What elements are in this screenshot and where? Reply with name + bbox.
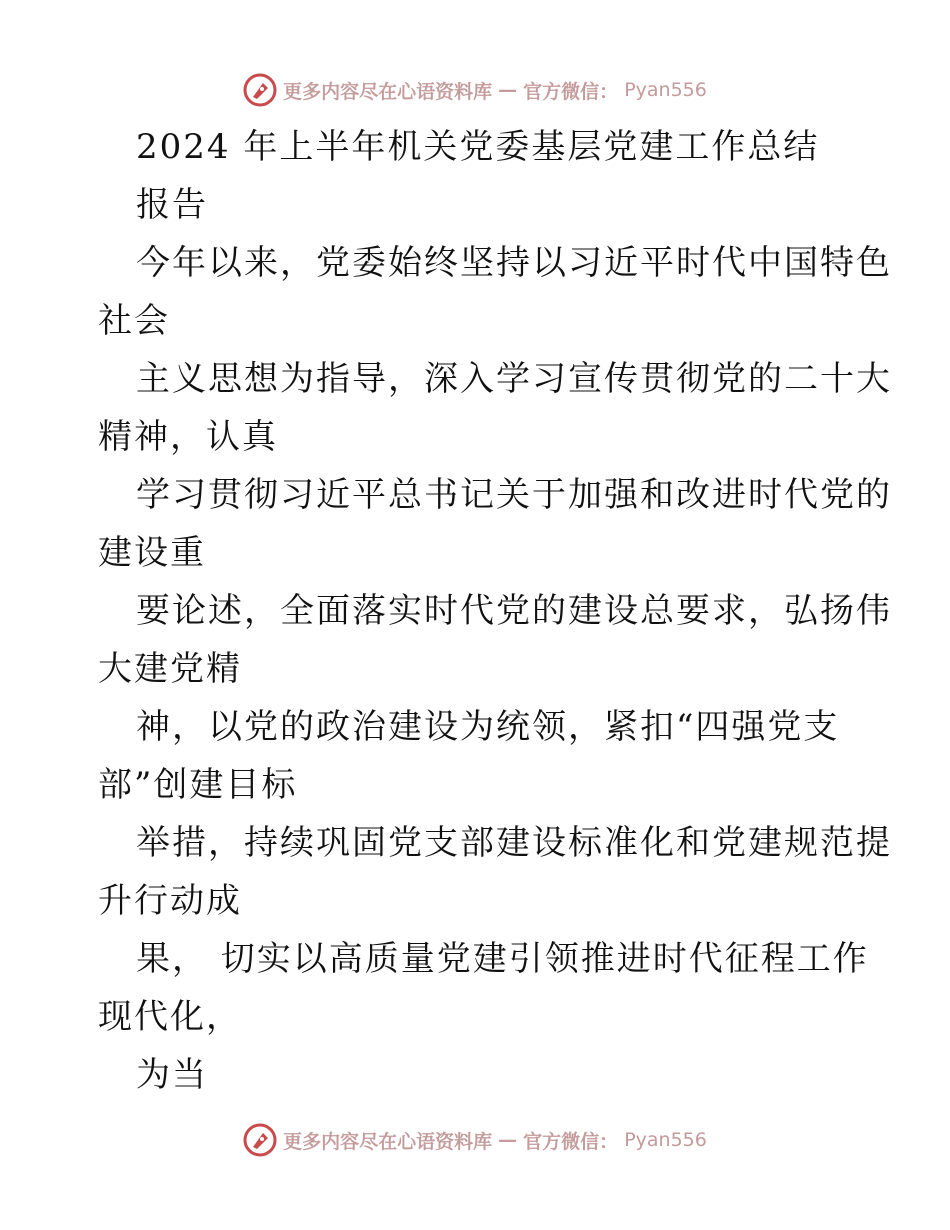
watermark-site-text: 更多内容尽在心语资料库 [283, 80, 493, 103]
paragraph-line: 建设重 [98, 533, 206, 573]
watermark-dash: — [498, 1129, 518, 1151]
paragraph-line: 要论述，全面落实时代党的建设总要求，弘扬伟 [136, 591, 892, 631]
watermark-wechat-label: 官方微信： [523, 1130, 619, 1153]
paragraph-line: 学习贯彻习近平总书记关于加强和改进时代党的 [136, 475, 892, 515]
paragraph-line: 为当 [136, 1055, 208, 1095]
paragraph-line: 今年以来，党委始终坚持以习近平时代中国特色 [136, 243, 892, 283]
paragraph-line: 升行动成 [98, 881, 242, 921]
document-title-line: 2024 年上半年机关党委基层党建工作总结 [136, 127, 820, 167]
pen-nib-logo-icon [243, 73, 277, 107]
watermark-dash: — [498, 79, 518, 101]
pen-nib-logo-icon [243, 1123, 277, 1157]
paragraph-line: 社会 [98, 301, 170, 341]
paragraph-line: 神，以党的政治建设为统领，紧扣“四强党支 [136, 707, 840, 747]
header-watermark [0, 72, 950, 108]
paragraph-line: 精神，认真 [98, 417, 278, 457]
footer-watermark [0, 1122, 950, 1158]
paragraph-line: 举措，持续巩固党支部建设标准化和党建规范提 [136, 823, 892, 863]
document-body [98, 118, 892, 1104]
watermark-site-text: 更多内容尽在心语资料库 [283, 1130, 493, 1153]
paragraph-line: 主义思想为指导，深入学习宣传贯彻党的二十大 [136, 359, 892, 399]
document-title-line: 报告 [136, 185, 208, 225]
paragraph-line: 部”创建目标 [98, 765, 298, 805]
paragraph-line: 果， 切实以高质量党建引领推进时代征程工作 [136, 939, 869, 979]
paragraph-line: 大建党精 [98, 649, 242, 689]
watermark-wechat-label: 官方微信： [523, 80, 619, 103]
watermark-wechat-id: Pyan556 [624, 1129, 707, 1151]
watermark-wechat-id: Pyan556 [624, 79, 707, 101]
paragraph-line: 现代化， [98, 997, 242, 1037]
